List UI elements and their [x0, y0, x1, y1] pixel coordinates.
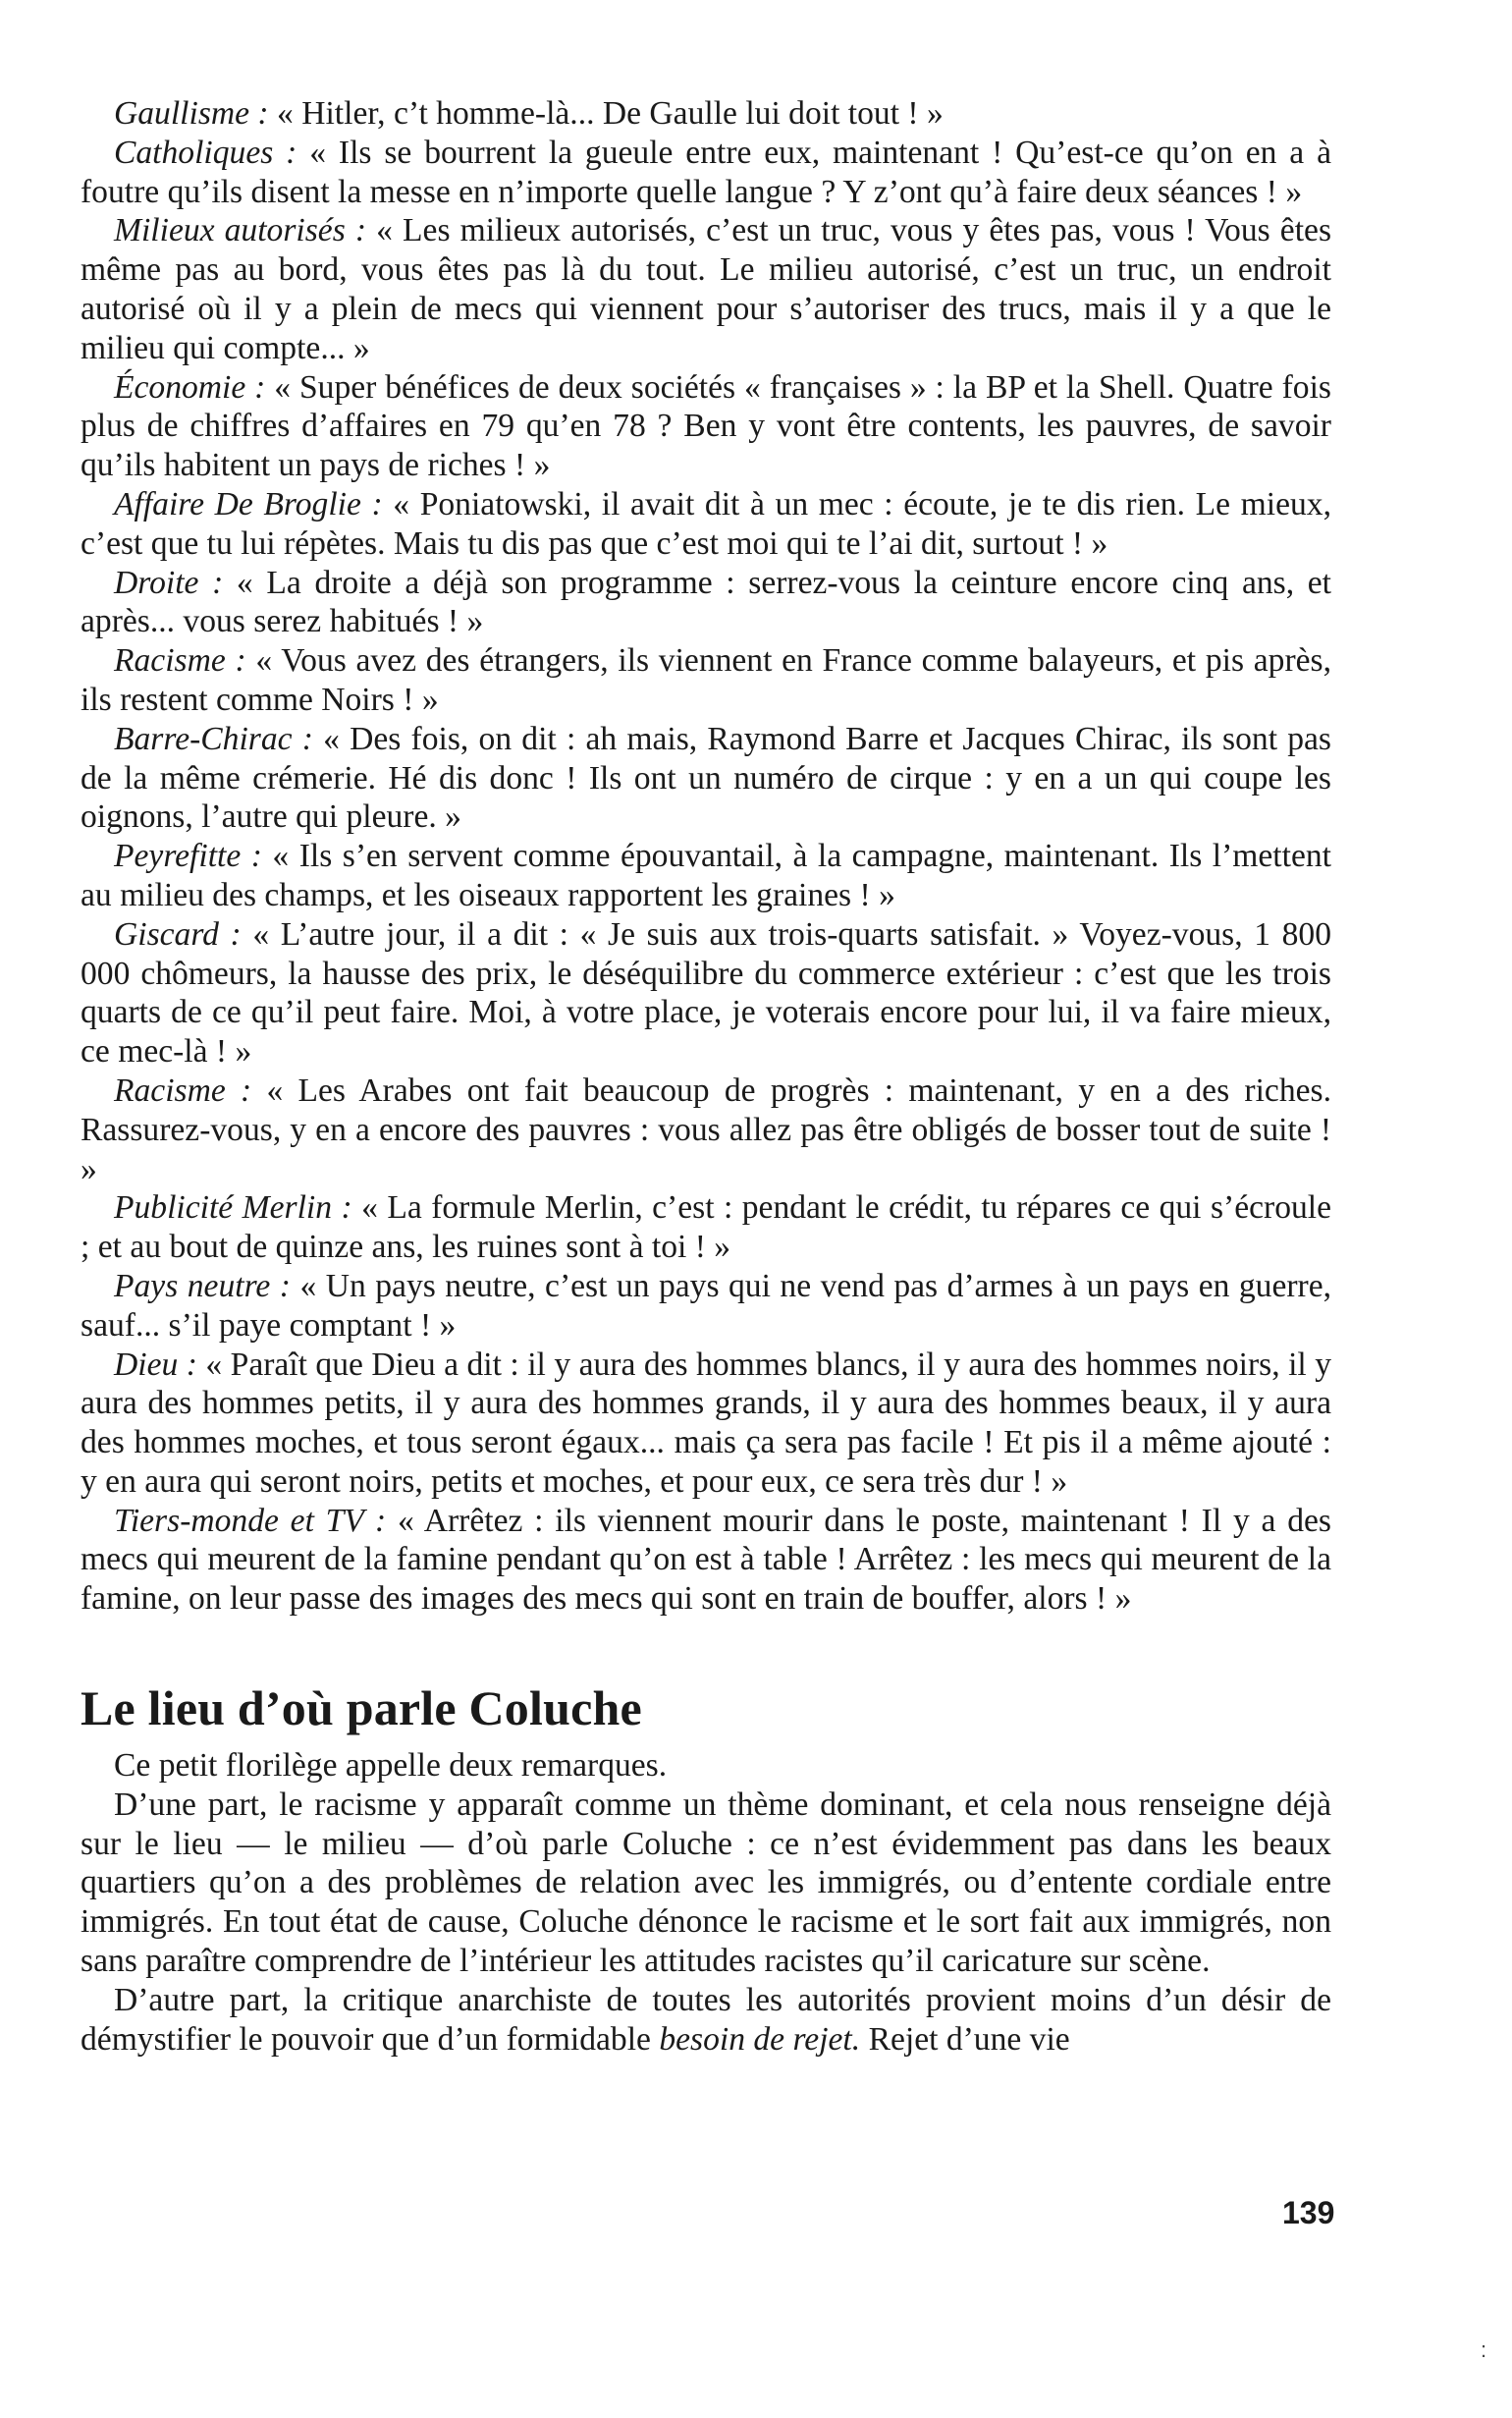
- quote-text: « Paraît que Dieu a dit : il y aura des hommes blancs, il y aura des hommes noirs, il y aura des hommes petits, il y aura des hommes grands, il y aura des hommes beaux, il y aura des hommes moches, et tous seront égaux... mais ça sera pas facile ! Et pis il a même ajouté : y en aura qui seront noirs, petits et moches, et pour eux, ce sera très dur ! »: [81, 1346, 1331, 1500]
- quote-term: Peyrefitte :: [114, 838, 262, 875]
- quote-text: « Ils s’en servent comme épouvantail, à la campagne, maintenant. Ils l’mettent au milieu des champs, et les oiseaux rapportent les graines ! »: [81, 838, 1331, 913]
- quote-text: « Super bénéfices de deux sociétés « françaises » : la BP et la Shell. Quatre fois plus de chiffres d’affaires en 79 qu’en 78 ? Ben y vont être contents, les pauvres, de savoir qu’ils habitent un pays de riches ! »: [81, 368, 1331, 484]
- section-paragraph: Ce petit florilège appelle deux remarques.: [114, 1747, 668, 1785]
- quote-text: « Ils se bourrent la gueule entre eux, maintenant ! Qu’est-ce qu’on en a à foutre qu’ils disent la messe en n’importe quelle langue ? Y z’ont qu’à faire deux séances ! »: [81, 134, 1331, 210]
- quote-entry: [81, 641, 1331, 720]
- quote-term: Économie :: [114, 368, 266, 406]
- quote-text: « Vous avez des étrangers, ils viennent en France comme balayeurs, et pis après, ils restent comme Noirs ! »: [81, 642, 1331, 718]
- quote-list: [81, 94, 1331, 1619]
- quote-entry: [81, 94, 1331, 134]
- quote-entry: [81, 915, 1331, 1072]
- quote-entry: [81, 485, 1331, 564]
- quote-term: Barre-Chirac :: [114, 720, 313, 757]
- page-number: 139: [1282, 2195, 1335, 2230]
- paragraph-text: D’autre part, la critique anarchiste de toutes les autorités provient moins d’un désir de démystifier le pouvoir que d’un formidable: [81, 1981, 1331, 2058]
- quote-term: Gaullisme :: [114, 95, 269, 132]
- quote-entry: [81, 1502, 1331, 1619]
- quote-entry: [81, 720, 1331, 837]
- quote-term: Dieu :: [114, 1346, 197, 1383]
- quote-entry: [81, 1188, 1331, 1267]
- quote-term: Publicité Merlin :: [114, 1189, 352, 1227]
- section-paragraph: D’une part, le racisme y apparaît comme un thème dominant, et cela nous renseigne déjà sur le lieu — le milieu — d’où parle Coluche : ce n’est évidemment pas dans les beaux quartiers qu’on a des problèmes de relation avec les immigrés, ou d’entente cordiale entre immigrés. En tout état de cause, Coluche dénonce le racisme et le sort fait aux immigrés, non sans paraître comprendre de l’intérieur les attitudes racistes qu’il caricature sur scène.: [81, 1786, 1331, 1980]
- quote-entry: [81, 1346, 1331, 1502]
- quote-term: Droite :: [114, 564, 224, 601]
- section-heading: Le lieu d’où parle Coluche: [81, 1680, 642, 1736]
- quote-entry: [81, 1267, 1331, 1346]
- quote-entry: [81, 1072, 1331, 1188]
- quote-term: Racisme :: [114, 1072, 252, 1109]
- quote-term: Racisme :: [114, 642, 246, 680]
- quote-term: Tiers-monde et TV :: [114, 1502, 387, 1539]
- quote-text: « Arrêtez : ils viennent mourir dans le poste, maintenant ! Il y a des mecs qui meurent de la famine pendant qu’on est à table ! Arrêtez : les mecs qui meurent de la famine, on leur passe des images des mecs qui sont en train de bouffer, alors ! »: [81, 1502, 1331, 1618]
- quote-term: Giscard :: [114, 915, 242, 953]
- paragraph-text: Rejet d’une vie: [860, 2020, 1070, 2058]
- edge-mark: :: [1481, 2337, 1487, 2362]
- emphasis-text: besoin de rejet.: [659, 2020, 861, 2058]
- quote-text: « Des fois, on dit : ah mais, Raymond Barre et Jacques Chirac, ils sont pas de la même crémerie. Hé dis donc ! Ils ont un numéro de cirque : y en a un qui coupe les oignons, l’autre qui pleure. »: [81, 720, 1331, 836]
- quote-text: « Hitler, c’t homme-là... De Gaulle lui doit tout ! »: [268, 95, 944, 132]
- quote-entry: [81, 134, 1331, 212]
- quote-text: « L’autre jour, il a dit : « Je suis aux trois-quarts satisfait. » Voyez-vous, 1 800 000 chômeurs, la hausse des prix, le déséquilibre du commerce extérieur : c’est que les trois quarts de ce qu’il peut faire. Moi, à votre place, je voterais encore pour lui, il va faire mieux, ce mec-là ! »: [81, 915, 1332, 1071]
- quote-term: Milieux autorisés :: [114, 212, 367, 249]
- quote-text: « La droite a déjà son programme : serrez-vous la ceinture encore cinq ans, et après... vous serez habitués ! »: [81, 564, 1331, 640]
- section-lieu: [81, 1679, 1331, 2059]
- quote-term: Pays neutre :: [114, 1267, 291, 1304]
- quote-text: « Un pays neutre, c’est un pays qui ne vend pas d’armes à un pays en guerre, sauf... s’il paye comptant ! »: [81, 1267, 1332, 1344]
- quote-text: « Les milieux autorisés, c’est un truc, vous y êtes pas, vous ! Vous êtes même pas au bord, vous êtes pas là du tout. Le milieu autorisé, c’est un truc, un endroit autorisé où il y a plein de mecs qui viennent pour s’autoriser des trucs, mais il y a que le milieu qui compte... »: [81, 212, 1332, 366]
- quote-entry: [81, 211, 1331, 367]
- quote-entry: [81, 837, 1331, 915]
- quote-text: « La formule Merlin, c’est : pendant le crédit, tu répares ce qui s’écroule ; et au bout de quinze ans, les ruines sont à toi ! »: [81, 1189, 1331, 1266]
- quote-term: Affaire De Broglie :: [114, 485, 383, 522]
- quote-entry: [81, 368, 1331, 485]
- quote-text: « Poniatowski, il avait dit à un mec : écoute, je te dis rien. Le mieux, c’est que tu lui répètes. Mais tu dis pas que c’est moi qui te l’ai dit, surtout ! »: [81, 485, 1331, 562]
- quote-term: Catholiques :: [114, 134, 297, 171]
- quote-text: « Les Arabes ont fait beaucoup de progrès : maintenant, y en a des riches. Rassurez-vous, y en a encore des pauvres : vous allez pas être obligés de bosser tout de suite ! »: [81, 1072, 1331, 1187]
- quote-entry: [81, 564, 1331, 642]
- page-body: [81, 94, 1331, 2059]
- section-paragraph: [81, 1981, 1331, 2060]
